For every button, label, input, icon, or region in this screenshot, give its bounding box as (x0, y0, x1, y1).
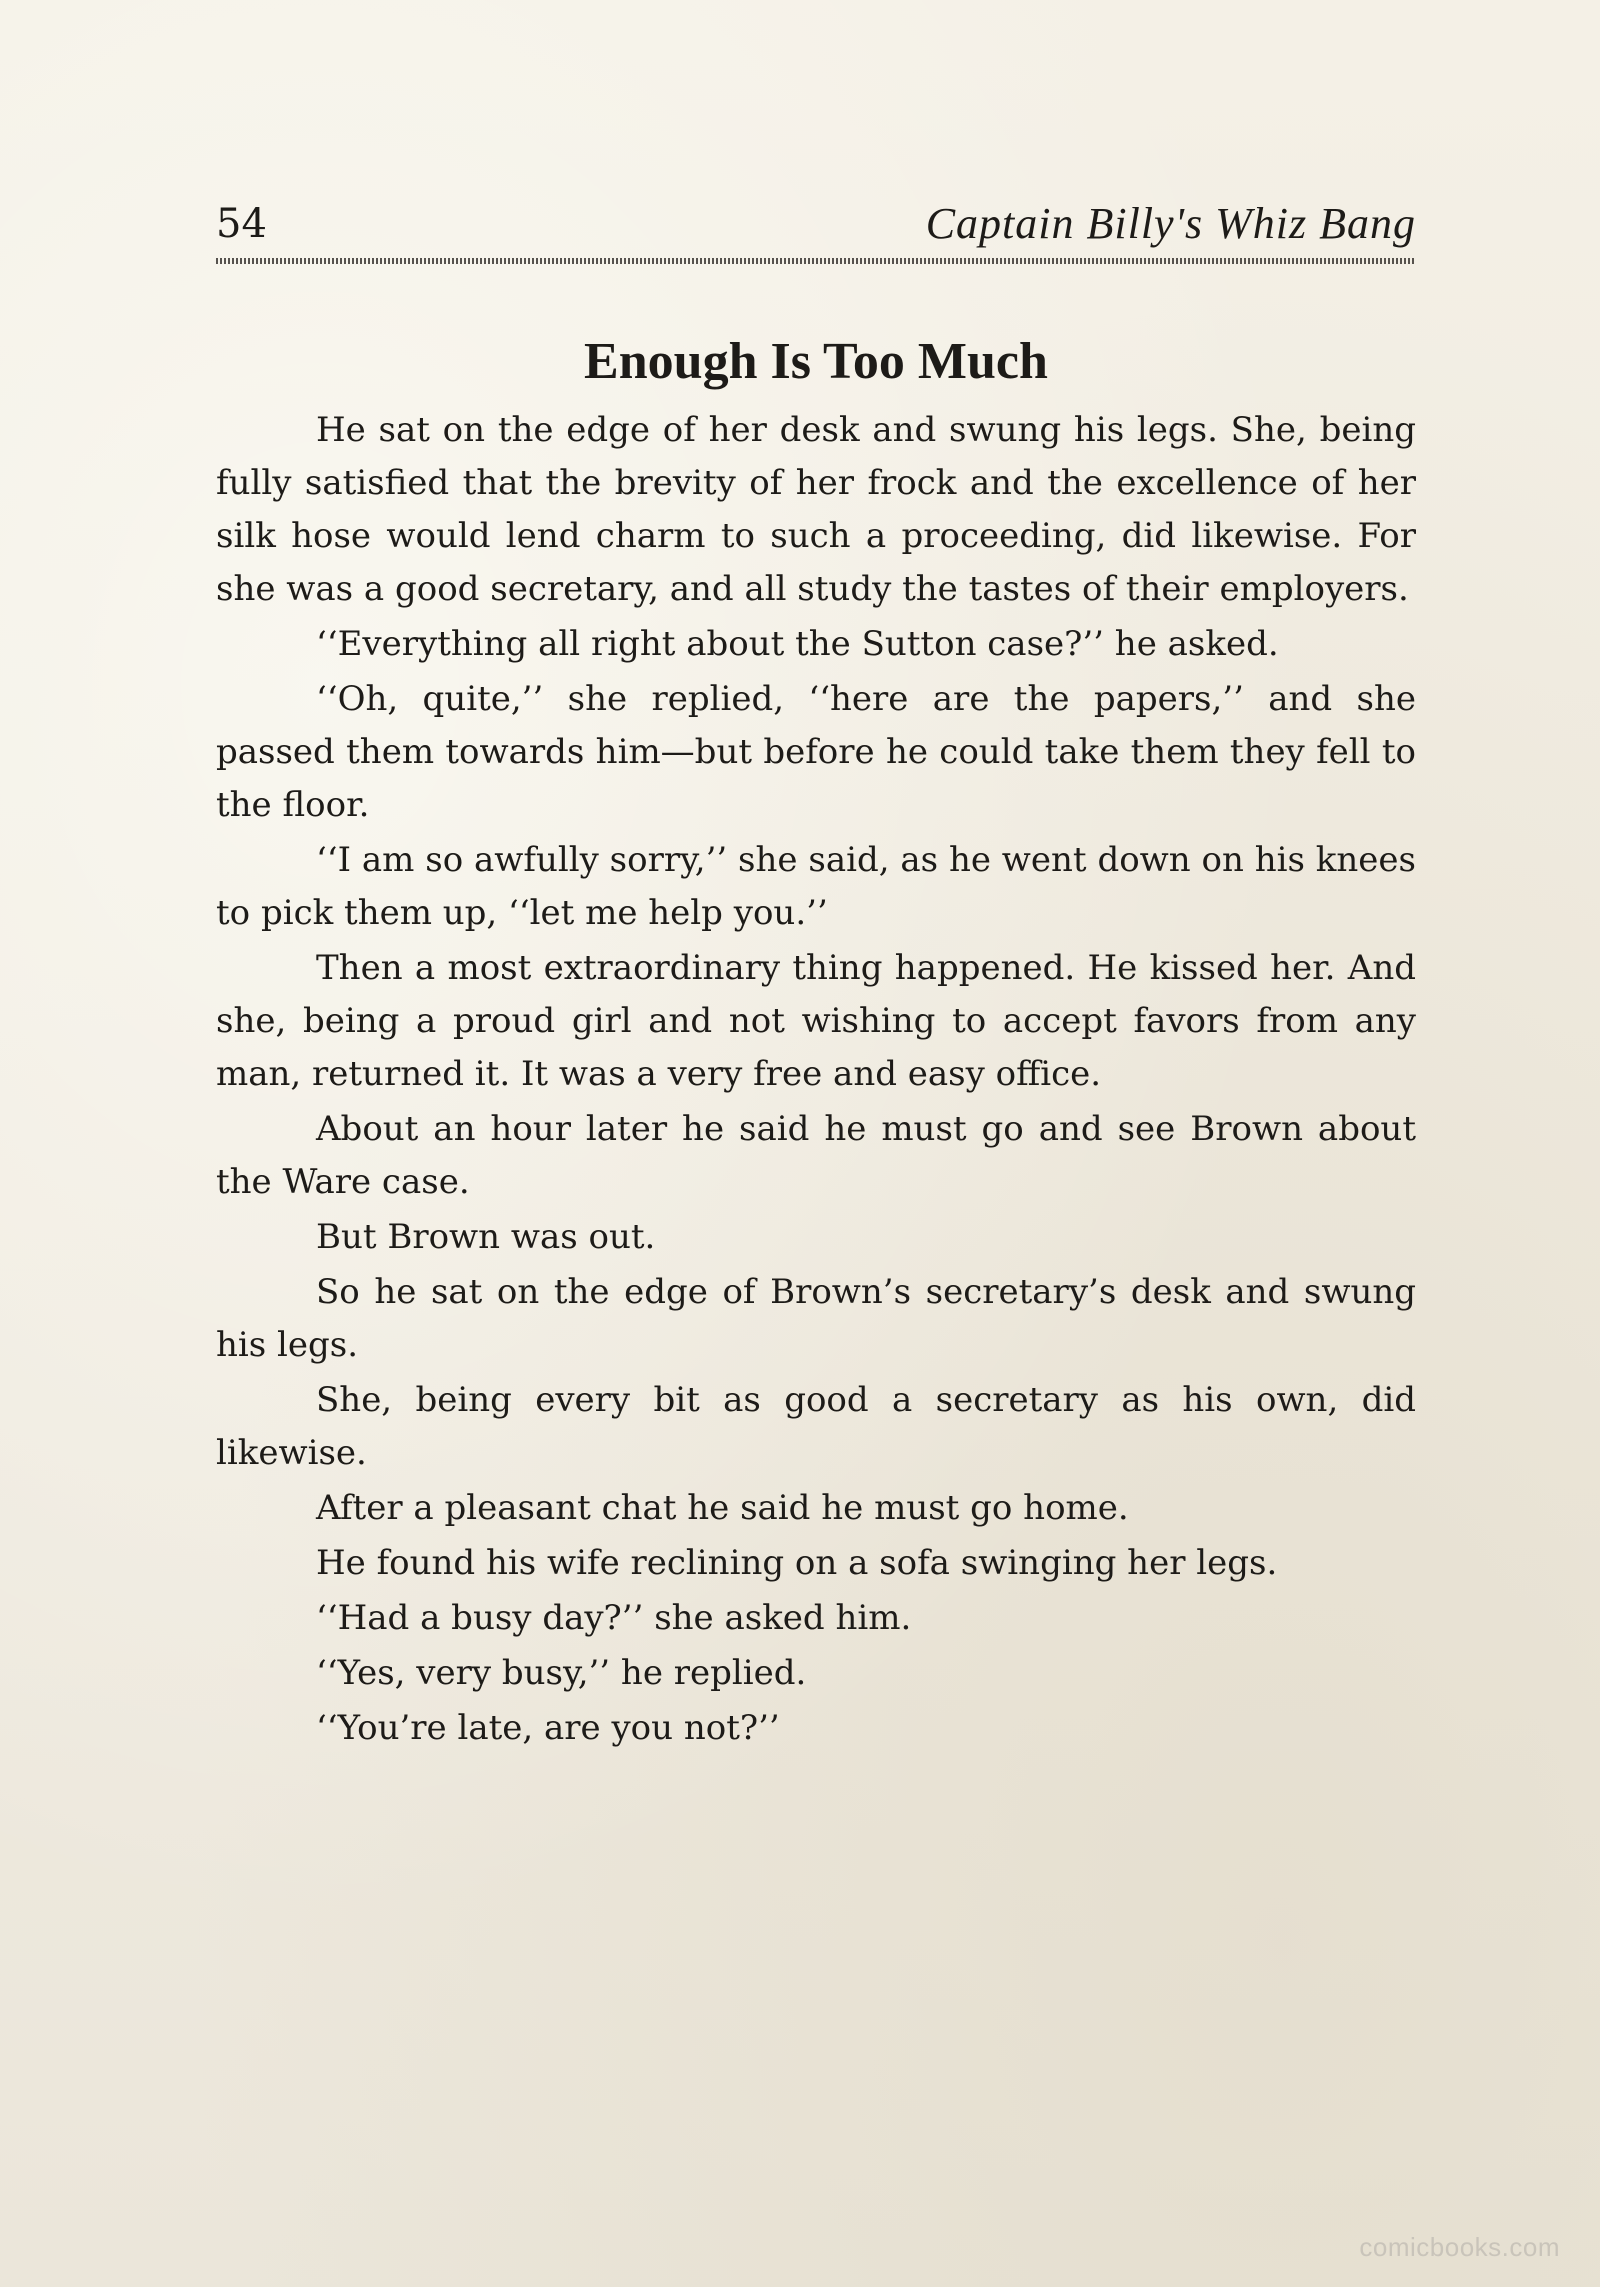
running-head (216, 200, 1416, 250)
watermark: comicbooks.com (1359, 2232, 1560, 2262)
paragraph: ‘‘Had a busy day?’’ she asked him. (316, 1598, 912, 1638)
running-title: Captain Billy's Whiz Bang (925, 199, 1416, 248)
paragraph: ‘‘I am so awfully sorry,’’ she said, as he went down on his knees to pick them up, ‘‘let me help you.’’ (216, 840, 1416, 933)
paragraph: ‘‘Everything all right about the Sutton case?’’ he asked. (316, 624, 1279, 664)
article-body (216, 404, 1416, 1757)
paragraph: ‘‘You’re late, are you not?’’ (316, 1708, 780, 1748)
paragraph: About an hour later he said he must go and see Brown about the Ware case. (216, 1109, 1416, 1202)
paragraph: So he sat on the edge of Brown’s secretary’s desk and swung his legs. (216, 1272, 1416, 1365)
paragraph: ‘‘Oh, quite,’’ she replied, ‘‘here are the papers,’’ and she passed them towards him—but before he could take them they fell to the floor. (216, 679, 1416, 825)
paragraph: Then a most extraordinary thing happened. He kissed her. And she, being a proud girl and not wishing to accept favors from any man, returned it. It was a very free and easy office. (216, 948, 1416, 1094)
page-number: 54 (216, 201, 267, 247)
header-rule (216, 258, 1416, 264)
paragraph: He sat on the edge of her desk and swung his legs. She, being fully satisfied that the brevity of her frock and the excellence of her silk hose would lend charm to such a proceeding, did likewise. For she was a good secretary, and all study the tastes of their employers. (216, 410, 1416, 609)
paragraph: He found his wife reclining on a sofa swinging her legs. (316, 1543, 1278, 1583)
paragraph: She, being every bit as good a secretary as his own, did likewise. (216, 1380, 1416, 1473)
paragraph: But Brown was out. (316, 1217, 656, 1257)
paragraph: ‘‘Yes, very busy,’’ he replied. (316, 1653, 807, 1693)
article-title: Enough Is Too Much (584, 333, 1048, 390)
paragraph: After a pleasant chat he said he must go home. (316, 1488, 1129, 1528)
